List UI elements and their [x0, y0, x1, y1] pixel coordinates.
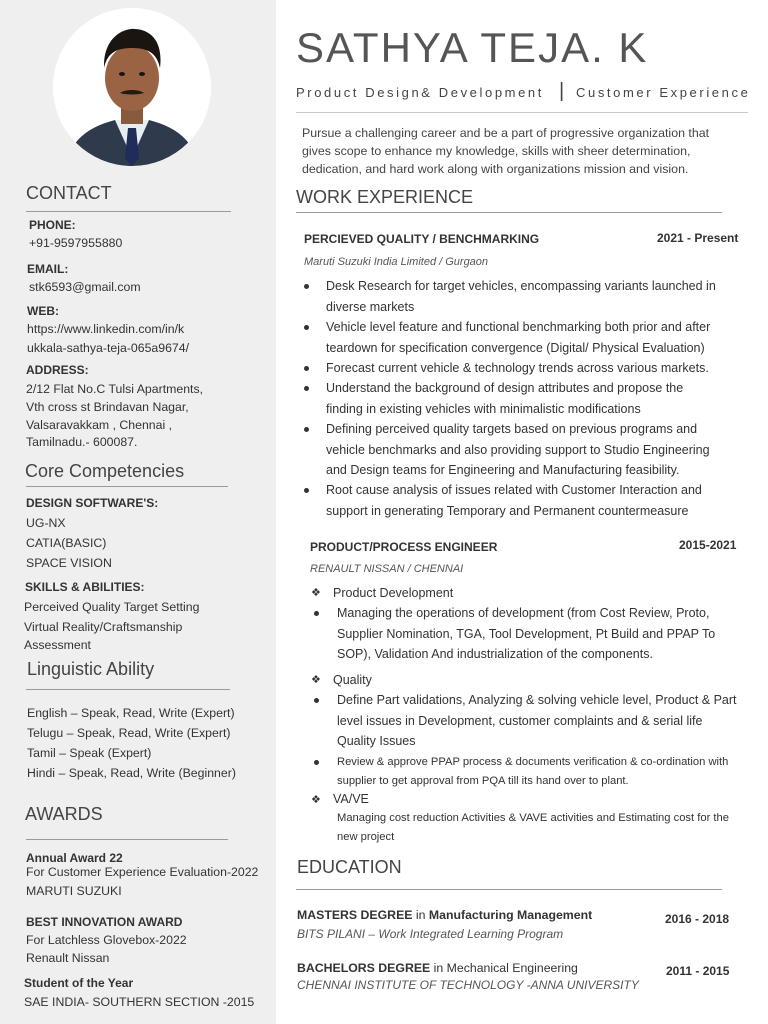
diamond-bullet-icon: ❖	[311, 587, 321, 599]
address-label: ADDRESS:	[26, 363, 89, 377]
degree-field: Manufacturing Management	[428, 908, 593, 922]
job-date: 2021 - Present	[657, 231, 739, 245]
job-title: PRODUCT/PROCESS ENGINEER	[310, 540, 498, 554]
software-item: UG-NX	[26, 516, 66, 530]
competencies-divider	[26, 486, 228, 487]
bullet-dot	[304, 488, 309, 493]
tagline-separator: |	[559, 80, 565, 102]
language-item: Tamil – Speak (Expert)	[27, 746, 152, 760]
work-divider	[296, 212, 722, 213]
contact-divider	[26, 211, 231, 212]
job-bullet: Understand the background of design attributes and propose the finding in existing vehicles with minimalistic modifications	[326, 381, 684, 416]
language-item: Telugu – Speak, Read, Write (Expert)	[27, 726, 231, 740]
skill-item: Perceived Quality Target Setting	[24, 600, 200, 614]
job-bullet: Managing the operations of development (from Cost Review, Proto, Supplier Nomination, TGA, Tool Development, Pt Build and PPAP To SOP), Validation And industrialization of the components.	[337, 606, 716, 661]
header-divider	[296, 112, 748, 113]
address-line: Valsaravakkam , Chennai ,	[26, 418, 173, 432]
award-detail: Renault Nissan	[26, 951, 110, 965]
awards-divider	[26, 839, 228, 840]
education-heading: EDUCATION	[297, 857, 402, 877]
language-item: English – Speak, Read, Write (Expert)	[27, 706, 235, 720]
profile-photo	[53, 8, 211, 166]
objective-text: Pursue a challenging career and be a part of progressive organization that gives scope to enhance my knowledge, skills with sheer determination, dedication, and hard work along with organizations mission and vision.	[302, 126, 710, 176]
subsection-title: VA/VE	[333, 792, 369, 806]
diamond-bullet-icon: ❖	[311, 674, 321, 686]
diamond-bullet-icon: ❖	[311, 794, 321, 806]
email-link[interactable]: stk6593@gmail.com	[29, 280, 141, 294]
competencies-heading: Core Competencies	[25, 461, 185, 481]
language-item: Hindi – Speak, Read, Write (Beginner)	[27, 766, 236, 780]
degree-field: Mechanical Engineering	[446, 961, 578, 975]
phone-label: PHONE:	[29, 218, 76, 232]
person-portrait-icon	[53, 8, 211, 166]
job-bullet: Review & approve PPAP process & documents verification & co-ordination with supplier to get approval from PQA till its hand over to plant.	[337, 756, 729, 787]
award-detail: SAE INDIA- SOUTHERN SECTION -2015	[24, 995, 255, 1009]
award-title: Annual Award 22	[26, 851, 123, 865]
education-school: CHENNAI INSTITUTE OF TECHNOLOGY -ANNA UNIVERSITY	[297, 978, 639, 992]
job-bullet: Desk Research for target vehicles, encompassing variants launched in diverse markets	[326, 279, 716, 314]
bullet-dot	[304, 366, 309, 371]
languages-divider	[26, 689, 230, 690]
education-date: 2016 - 2018	[665, 912, 730, 926]
work-heading: WORK EXPERIENCE	[296, 187, 474, 207]
phone-value: +91-9597955880	[29, 236, 123, 250]
address-line: 2/12 Flat No.C Tulsi Apartments,	[26, 382, 204, 396]
web-link-line2[interactable]: ukkala-sathya-teja-065a9674/	[27, 341, 190, 355]
software-label: DESIGN SOFTWARE'S:	[26, 496, 159, 510]
address-line: Vth cross st Brindavan Nagar,	[26, 400, 189, 414]
bullet-dot	[304, 427, 309, 432]
subsection-title: Product Development	[333, 586, 454, 600]
award-detail: For Latchless Glovebox-2022	[26, 933, 187, 947]
address-line: Tamilnadu.- 600087.	[26, 435, 138, 449]
job-company: RENAULT NISSAN / CHENNAI	[310, 563, 464, 575]
award-detail: For Customer Experience Evaluation-2022	[26, 865, 259, 879]
bullet-dot	[314, 698, 319, 703]
job-date: 2015-2021	[679, 538, 737, 552]
job-bullet: Vehicle level feature and functional benchmarking both prior and after teardown for specification convergence (Digital/ Physical Evaluation)	[326, 320, 711, 355]
education-degree-line	[297, 961, 578, 975]
email-label: EMAIL:	[27, 262, 69, 276]
candidate-name: SATHYA TEJA. K	[296, 24, 649, 71]
degree-connector: in	[430, 961, 447, 975]
education-divider	[296, 889, 722, 890]
job-bullet: Defining perceived quality targets based on previous programs and vehicle benchmarks and also providing support to Studio Engineering and Design teams for Engineering and Manufacturing feasibility.	[326, 422, 710, 477]
degree-name: BACHELORS DEGREE	[297, 961, 431, 975]
job-bullet: Root cause analysis of issues related with Customer Interaction and support in generating Temporary and Permanent countermeasure	[326, 483, 702, 518]
award-detail: MARUTI SUZUKI	[26, 884, 122, 898]
bullet-dot	[304, 284, 309, 289]
bullet-dot	[314, 611, 319, 616]
award-title: Student of the Year	[24, 976, 134, 990]
job-bullet: Forecast current vehicle & technology trends across various markets.	[326, 361, 709, 375]
subsection-title: Quality	[333, 673, 372, 687]
job-bullet: Define Part validations, Analyzing & solving vehicle level, Product & Part level issues in Development, customer complaints and & serial life Quality Issues	[337, 693, 737, 748]
job-company: Maruti Suzuki India Limited / Gurgaon	[304, 256, 489, 268]
tagline-left: Product Design& Development	[296, 85, 544, 100]
education-date: 2011 - 2015	[666, 964, 730, 978]
web-link-line1[interactable]: https://www.linkedin.com/in/k	[27, 322, 185, 336]
software-item: CATIA(BASIC)	[26, 536, 107, 550]
bullet-dot	[304, 386, 309, 391]
sidebar	[0, 0, 276, 1024]
contact-heading: CONTACT	[26, 183, 112, 203]
skill-item: Virtual Reality/Craftsmanship	[24, 620, 183, 634]
degree-name: MASTERS DEGREE	[297, 908, 413, 922]
languages-heading: Linguistic Ability	[27, 659, 155, 679]
skills-label: SKILLS & ABILITIES:	[25, 580, 145, 594]
bullet-dot	[304, 325, 309, 330]
education-degree-line	[297, 908, 592, 922]
bullet-dot	[314, 760, 319, 765]
award-title: BEST INNOVATION AWARD	[26, 915, 183, 929]
skill-item: Assessment	[24, 638, 91, 652]
degree-connector: in	[412, 908, 429, 922]
education-school: BITS PILANI – Work Integrated Learning Program	[297, 927, 564, 941]
job-title: PERCIEVED QUALITY / BENCHMARKING	[304, 232, 540, 246]
tagline-right: Customer Experience	[576, 85, 751, 100]
software-item: SPACE VISION	[26, 556, 112, 570]
subsection-text: Managing cost reduction Activities & VAVE activities and Estimating cost for the new project	[337, 812, 729, 843]
web-label: WEB:	[27, 304, 59, 318]
awards-heading: AWARDS	[25, 804, 103, 824]
